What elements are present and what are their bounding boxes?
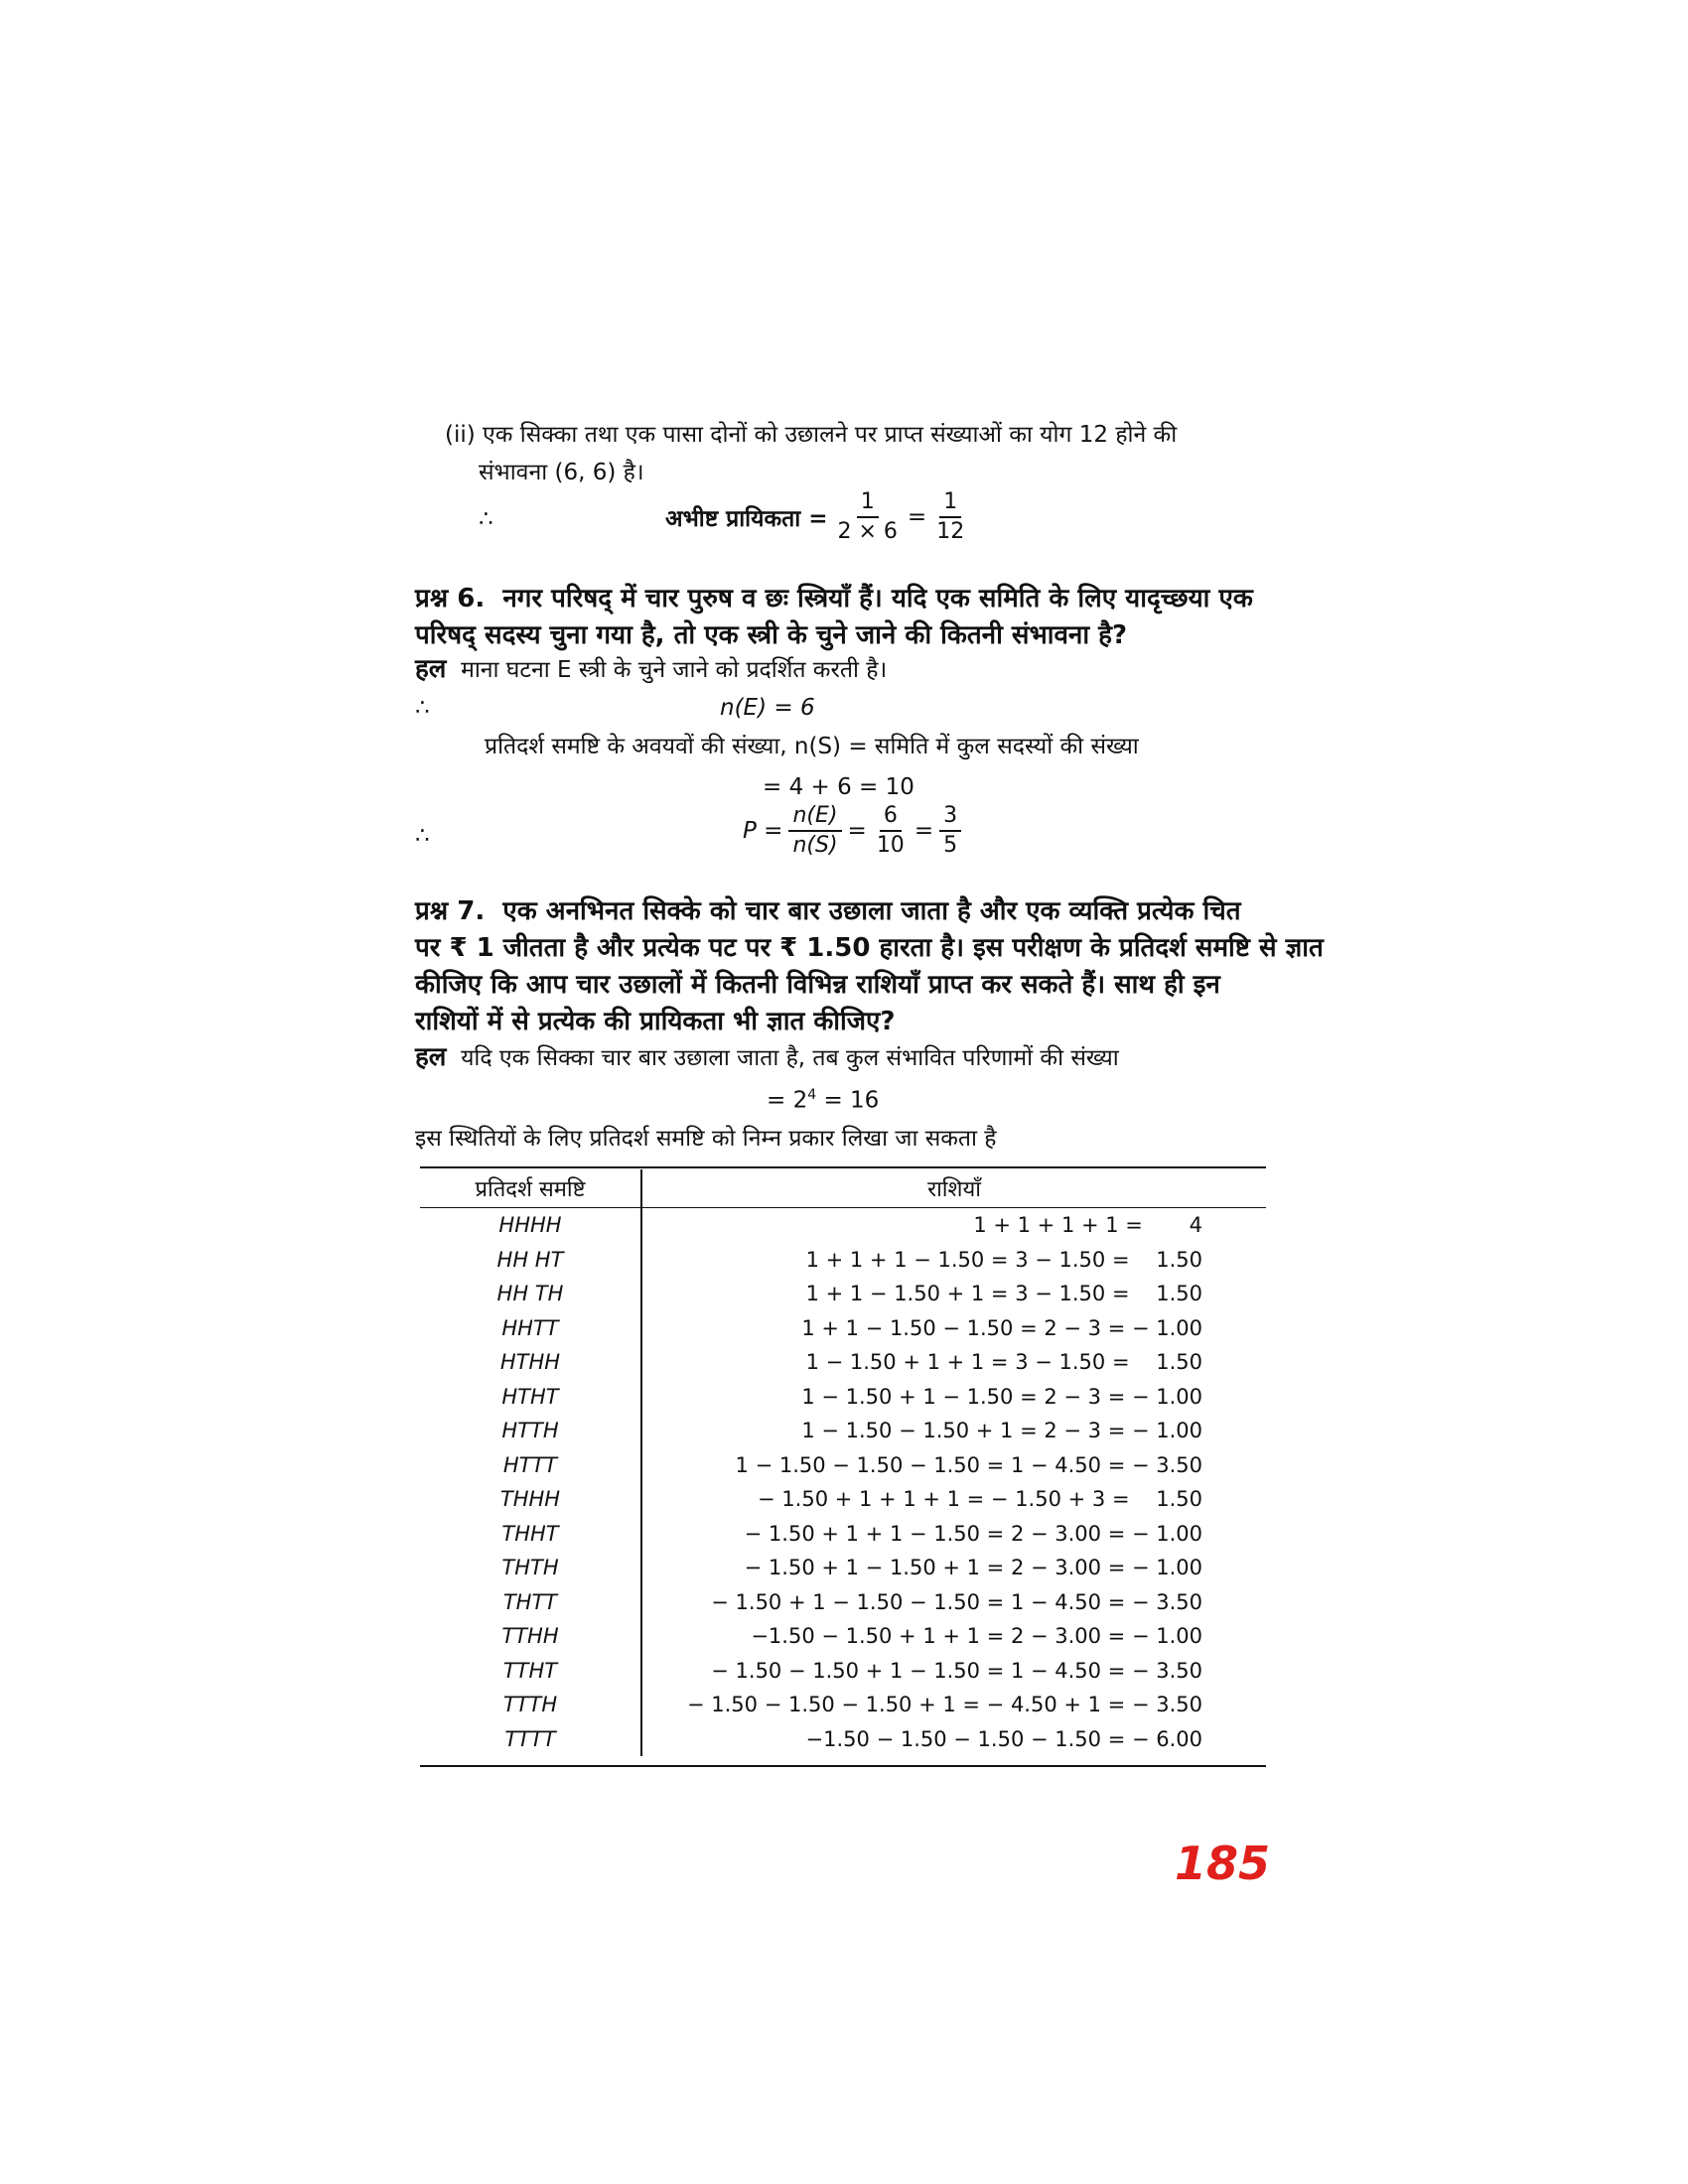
table-row — [420, 1243, 1266, 1278]
sample-outcome-cell: HHHH — [420, 1208, 641, 1243]
power-exponent: 4 — [807, 1087, 817, 1103]
sample-outcome-cell: HTHH — [420, 1345, 641, 1380]
amount-cell: 1 − 1.50 − 1.50 − 1.50 = 1 − 4.50 = − 3.50 — [735, 1452, 1202, 1477]
amount-cell: − 1.50 + 1 − 1.50 − 1.50 = 1 − 4.50 = − 3.50 — [711, 1589, 1202, 1614]
amount-cell: −1.50 − 1.50 − 1.50 − 1.50 = − 6.00 — [805, 1726, 1202, 1751]
sample-outcome-cell: THHT — [420, 1517, 641, 1552]
sample-outcome-cell: THHH — [420, 1482, 641, 1517]
table-row — [420, 1277, 1266, 1311]
table-row — [420, 1380, 1266, 1415]
amount-cell: 1 − 1.50 + 1 − 1.50 = 2 − 3 = − 1.00 — [801, 1384, 1202, 1409]
q6-probability-equation — [743, 802, 961, 860]
page-number: 185 — [1175, 1837, 1271, 1890]
table-header-row — [420, 1169, 1266, 1208]
sample-outcome-cell: TTHH — [420, 1619, 641, 1654]
required-probability-equation — [665, 488, 968, 546]
table-row — [420, 1654, 1266, 1689]
equals-sign: = — [914, 818, 934, 844]
part-ii-line1: (ii) एक सिक्का तथा एक पासा दोनों को उछालने पर प्राप्त संख्याओं का योग 12 होने की — [445, 422, 1178, 448]
therefore-symbol: ∴ — [479, 506, 493, 532]
therefore-symbol: ∴ — [415, 823, 430, 849]
amount-cell: 1 + 1 − 1.50 + 1 = 3 − 1.50 = 1.50 — [805, 1282, 1202, 1306]
fraction-denominator: 5 — [943, 833, 958, 858]
fraction-3-5 — [939, 802, 961, 860]
q7-heading-line3: कीजिए कि आप चार उछालों में कितनी विभिन्न राशियाँ प्राप्त कर सकते हैं। साथ ही इन — [415, 970, 1220, 1000]
q7-power-line — [767, 1080, 879, 1116]
sample-outcome-cell: TTHT — [420, 1654, 641, 1689]
q7-text-line1: एक अनभिनत सिक्के को चार बार उछाला जाता है और एक व्यक्ति प्रत्येक चित — [502, 896, 1241, 926]
q6-solution-text: माना घटना E स्त्री के चुने जाने को प्रदर्शित करती है। — [461, 657, 888, 683]
table-row — [420, 1551, 1266, 1585]
fraction-numerator: n(E) — [788, 802, 841, 832]
sample-outcome-cell: HTTH — [420, 1414, 641, 1448]
amount-cell: − 1.50 + 1 + 1 + 1 = − 1.50 + 3 = 1.50 — [758, 1487, 1202, 1512]
q7-heading-line4: राशियों में से प्रत्येक की प्रायिकता भी ज्ञात कीजिए? — [415, 1007, 896, 1036]
table-row — [420, 1722, 1266, 1757]
q6-heading-line2: परिषद् सदस्य चुना गया है, तो एक स्त्री के चुने जाने की कितनी संभावना है? — [415, 620, 1128, 650]
sample-outcome-cell: THTH — [420, 1551, 641, 1585]
required-probability-label: अभीष्ट प्रायिकता = — [665, 506, 828, 532]
table-row — [420, 1345, 1266, 1380]
fraction-numerator: 3 — [939, 802, 961, 832]
amount-cell: 1 − 1.50 + 1 + 1 = 3 − 1.50 = 1.50 — [805, 1350, 1202, 1375]
fraction-denominator: n(S) — [792, 833, 838, 858]
table-row — [420, 1585, 1266, 1620]
fraction-denominator: 2 × 6 — [837, 519, 898, 544]
q6-heading-line1 — [415, 579, 1253, 614]
q6-solution-line1 — [415, 654, 887, 685]
table-row — [420, 1482, 1266, 1517]
fraction-numerator: 1 — [939, 488, 961, 518]
sample-outcome-cell: HH TH — [420, 1277, 641, 1311]
fraction-denominator: 10 — [876, 833, 905, 858]
q7-label: प्रश्न 7. — [415, 896, 486, 926]
sample-outcome-cell: TTTT — [420, 1722, 641, 1757]
amount-cell: 1 + 1 − 1.50 − 1.50 = 2 − 3 = − 1.00 — [801, 1315, 1202, 1340]
q6-solution-label: हल — [415, 654, 447, 684]
amount-cell: − 1.50 + 1 + 1 − 1.50 = 2 − 3.00 = − 1.00 — [744, 1521, 1202, 1546]
fraction-numerator: 6 — [880, 802, 902, 832]
sample-outcome-cell: HH HT — [420, 1243, 641, 1278]
equals-sign: = — [907, 504, 927, 530]
sample-outcome-cell: HHTT — [420, 1311, 641, 1346]
q6-sample-line: प्रतिदर्श समष्टि के अवयवों की संख्या, n(S) = समिति में कुल सदस्यों की संख्या — [485, 734, 1139, 759]
table-row — [420, 1517, 1266, 1552]
table-row — [420, 1208, 1266, 1243]
amount-cell: 1 − 1.50 − 1.50 + 1 = 2 − 3 = − 1.00 — [801, 1419, 1202, 1443]
sample-outcome-cell: HTHT — [420, 1380, 641, 1415]
q6-label: प्रश्न 6. — [415, 584, 486, 614]
q7-heading-line2: पर ₹ 1 जीतता है और प्रत्येक पट पर ₹ 1.50 हारता है। इस परीक्षण के प्रतिदर्श समष्टि से ज्ञात — [415, 933, 1324, 963]
amount-cell: −1.50 − 1.50 + 1 + 1 = 2 − 3.00 = − 1.00 — [751, 1624, 1202, 1649]
fraction-nE-nS — [788, 802, 841, 860]
sample-space-table — [420, 1169, 1266, 1756]
table-top-rule — [420, 1166, 1266, 1168]
table-body — [420, 1208, 1266, 1757]
q7-solution-line1 — [415, 1042, 1119, 1073]
q6-text-line1: नगर परिषद् में चार पुरुष व छः स्त्रियाँ हैं। यदि एक समिति के लिए यादृच्छया एक — [502, 584, 1253, 614]
q7-solution-label: हल — [415, 1042, 447, 1072]
part-ii-line2: संभावना (6, 6) है। — [479, 460, 644, 485]
table-row — [420, 1688, 1266, 1722]
amount-cell: 1 + 1 + 1 + 1 = 4 — [973, 1213, 1202, 1238]
fraction-1 — [834, 488, 902, 546]
power-result: = 16 — [816, 1087, 880, 1114]
table-bottom-rule — [420, 1765, 1266, 1767]
amount-cell: − 1.50 − 1.50 − 1.50 + 1 = − 4.50 + 1 = − 3.50 — [686, 1693, 1202, 1717]
fraction-6-10 — [873, 802, 909, 860]
column-header-amounts: राशियाँ — [641, 1169, 1266, 1208]
column-header-sample-space: प्रतिदर्श समष्टि — [420, 1169, 641, 1208]
amount-cell: − 1.50 + 1 − 1.50 + 1 = 2 − 3.00 = − 1.00 — [744, 1556, 1202, 1580]
table-intro: इस स्थितियों के लिए प्रतिदर्श समष्टि को निम्न प्रकार लिखा जा सकता है — [415, 1126, 997, 1152]
amount-cell: − 1.50 − 1.50 + 1 − 1.50 = 1 − 4.50 = − 3.50 — [711, 1658, 1202, 1683]
p-label: P = — [743, 818, 783, 844]
sample-outcome-cell: HTTT — [420, 1448, 641, 1483]
fraction-2 — [932, 488, 968, 546]
fraction-denominator: 12 — [936, 519, 965, 544]
table-row — [420, 1619, 1266, 1654]
fraction-numerator: 1 — [857, 488, 879, 518]
therefore-symbol: ∴ — [415, 695, 430, 721]
table-row — [420, 1448, 1266, 1483]
q6-sum-line: = 4 + 6 = 10 — [763, 774, 914, 800]
sample-outcome-cell: THTT — [420, 1585, 641, 1620]
table-row — [420, 1414, 1266, 1448]
amount-cell: 1 + 1 + 1 − 1.50 = 3 − 1.50 = 1.50 — [805, 1247, 1202, 1272]
table-row — [420, 1311, 1266, 1346]
equals-sign: = — [847, 818, 867, 844]
power-base: = 2 — [767, 1087, 808, 1114]
sample-outcome-cell: TTTH — [420, 1688, 641, 1722]
q7-solution-text: यदि एक सिक्का चार बार उछाला जाता है, तब कुल संभावित परिणामों की संख्या — [461, 1045, 1119, 1071]
q7-heading-line1 — [415, 891, 1241, 927]
q6-nE: n(E) = 6 — [720, 695, 815, 721]
